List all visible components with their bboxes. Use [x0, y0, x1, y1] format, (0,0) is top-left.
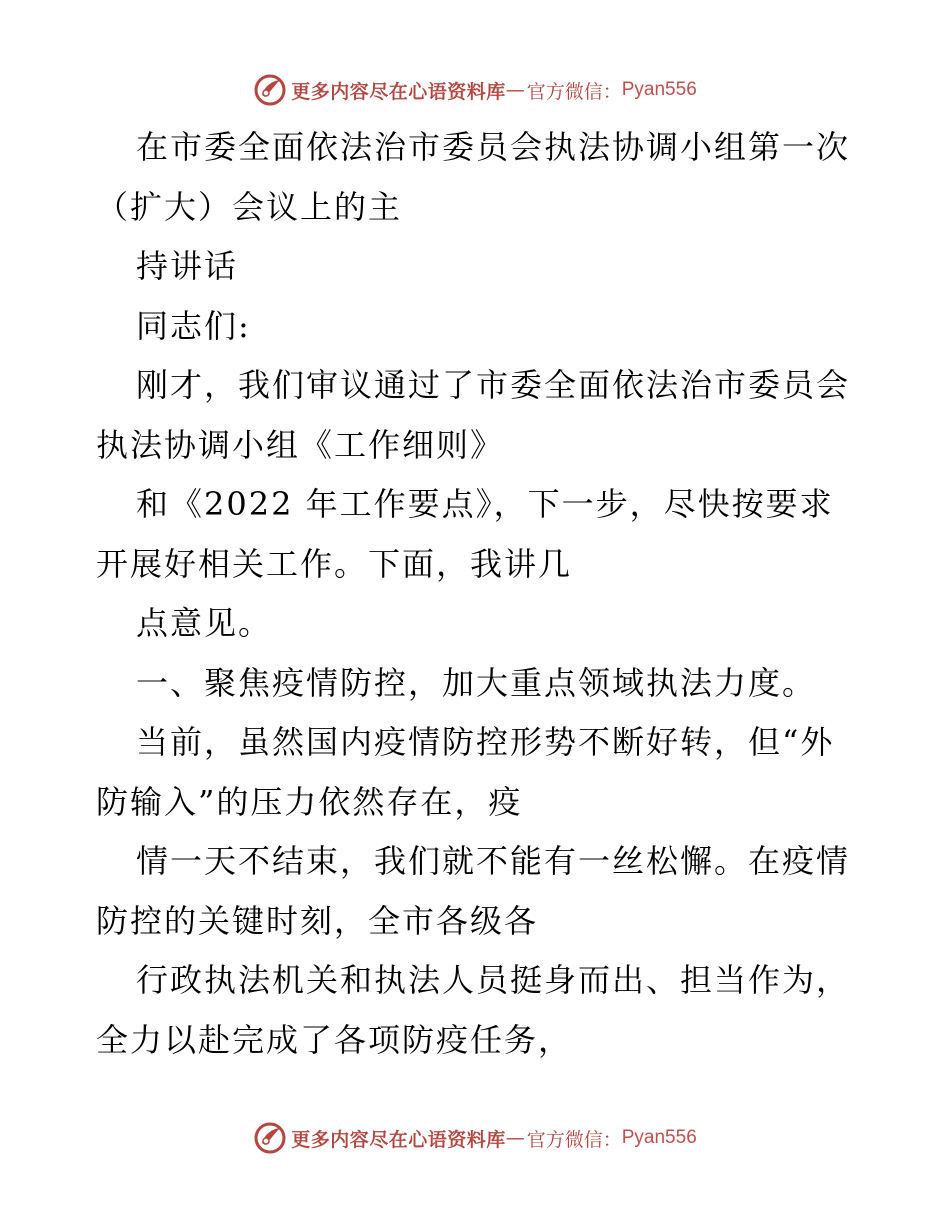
text-line: 情一天不结束，我们就不能有一丝松懈。在疫情 [136, 842, 851, 880]
brand-logo-icon [253, 1121, 287, 1155]
text-line: （扩大）会议上的主 [96, 187, 403, 226]
text-line: 行政执法机关和执法人员挺身而出、担当作为， [136, 961, 851, 999]
text-line: 防控的关键时刻，全市各级各 [96, 901, 539, 940]
text-line: 同志们: [136, 306, 251, 345]
text-line: 在市委全面依法治市委员会执法协调小组第一次 [136, 128, 851, 166]
text-line: 和《2022 年工作要点》，下一步，尽快按要求 [136, 485, 834, 523]
text-line: 当前，虽然国内疫情防控形势不断好转，但“外 [136, 723, 835, 761]
header-wechat-label: 官方微信： [526, 80, 622, 103]
footer-separator: — [505, 1127, 525, 1149]
text-line: 刚才，我们审议通过了市委全面依法治市委员会 [136, 366, 851, 404]
text-line: 点意见。 [136, 604, 273, 642]
header-wechat-id: Pyan556 [621, 79, 697, 100]
text-line: 执法协调小组《工作细则》 [96, 425, 505, 464]
document-body [96, 118, 876, 1070]
footer-banner [0, 1118, 950, 1158]
footer-wechat-id: Pyan556 [621, 1127, 697, 1148]
text-line: 全力以赴完成了各项防疫任务， [96, 1020, 573, 1059]
text-line: 一、聚焦疫情防控，加大重点领域执法力度。 [136, 663, 817, 702]
text-line: 持讲话 [136, 247, 239, 285]
footer-wechat-label: 官方微信： [526, 1128, 622, 1151]
text-line: 防输入”的压力依然存在，疫 [96, 782, 523, 821]
header-banner [0, 70, 950, 110]
footer-text: 更多内容尽在心语资料库 [291, 1128, 506, 1151]
brand-logo-icon [253, 73, 287, 107]
text-line: 开展好相关工作。下面，我讲几 [96, 544, 573, 583]
header-text: 更多内容尽在心语资料库 [291, 80, 506, 103]
header-separator: — [505, 79, 525, 101]
